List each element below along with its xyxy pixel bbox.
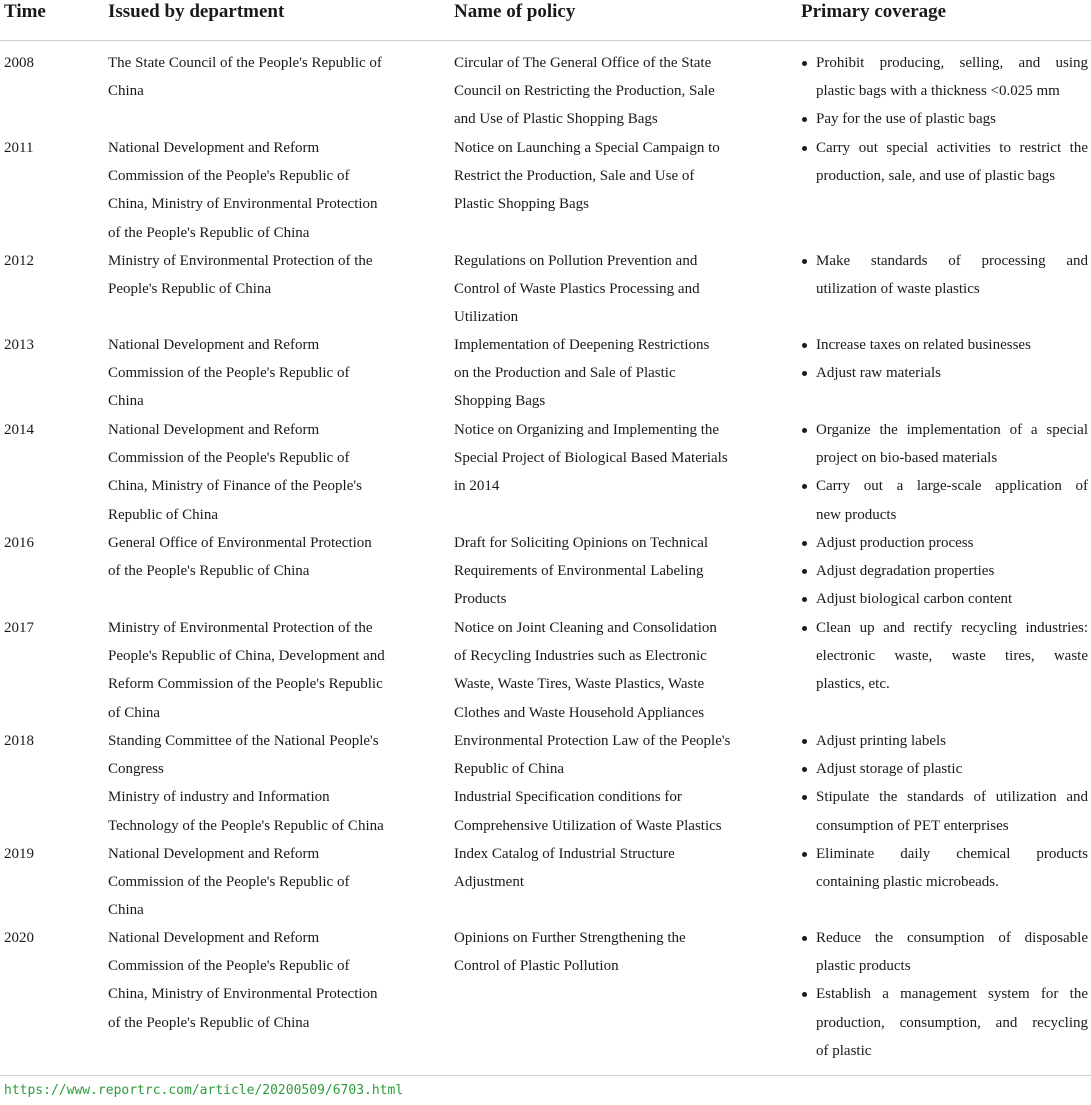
policy-cell-line: Comprehensive Utilization of Waste Plastics (454, 817, 722, 834)
policy-cell-line: Regulations on Pollution Prevention and (454, 253, 698, 269)
coverage-bullet (801, 840, 1088, 896)
coverage-line: plastic products (816, 958, 911, 975)
department-cell-line: Commission of the People's Republic of (108, 958, 350, 975)
department-cell-line: China (108, 393, 144, 410)
coverage-bullet (801, 134, 1088, 190)
policy-cell-line: Special Project of Biological Based Materials (454, 450, 728, 467)
table-bottom-rule (0, 1075, 1091, 1076)
coverage-line: Adjust printing labels (816, 733, 946, 749)
coverage-line: Organize the implementation of a special (816, 422, 1088, 438)
department-cell-line: Commission of the People's Republic of (108, 365, 350, 382)
coverage-line: Adjust raw materials (816, 365, 941, 382)
department-cell-line: Commission of the People's Republic of (108, 168, 350, 185)
policy-cell-line: Notice on Joint Cleaning and Consolidation (454, 620, 717, 636)
policy-cell (454, 924, 754, 980)
time-cell: 2017 (4, 620, 34, 636)
header-coverage: Primary coverage (801, 1, 947, 22)
department-cell-line: China, Ministry of Environmental Protection (108, 986, 378, 1003)
coverage-cell (801, 416, 1088, 529)
policy-cell-line: of Recycling Industries such as Electronic (454, 648, 707, 665)
coverage-bullet (801, 247, 1088, 303)
policy-cell (454, 529, 754, 614)
policy-cell-line: Industrial Specification conditions for (454, 789, 682, 806)
coverage-bullet (801, 105, 1088, 133)
coverage-line: plastics, etc. (816, 676, 890, 693)
coverage-line: utilization of waste plastics (816, 281, 980, 298)
department-cell (108, 924, 404, 1037)
policy-cell-line: and Use of Plastic Shopping Bags (454, 111, 658, 128)
coverage-line: Stipulate the standards of utilization and (816, 789, 1088, 806)
policy-cell (454, 247, 754, 332)
policy-cell-line: Adjustment (454, 874, 524, 891)
department-cell-line: of the People's Republic of China (108, 563, 310, 580)
policy-cell-line: Index Catalog of Industrial Structure (454, 846, 675, 862)
header-policy: Name of policy (454, 1, 576, 22)
coverage-line: Carry out special activities to restrict the (816, 140, 1088, 156)
department-cell-line: China (108, 83, 144, 100)
coverage-bullet (801, 980, 1088, 1065)
coverage-line: Make standards of processing and (816, 253, 1088, 269)
coverage-line: production, sale, and use of plastic bags (816, 168, 1056, 185)
time-cell: 2013 (4, 337, 34, 353)
department-cell-line: China, Ministry of Environmental Protection (108, 196, 378, 213)
department-cell-line: China, Ministry of Finance of the People's (108, 478, 362, 495)
policy-cell-line: Circular of The General Office of the State (454, 55, 712, 71)
department-cell (108, 134, 404, 247)
department-cell-line: National Development and Reform (108, 422, 320, 438)
policy-cell-line: Requirements of Environmental Labeling (454, 563, 704, 580)
coverage-line: containing plastic microbeads. (816, 874, 999, 891)
time-cell: 2011 (4, 140, 34, 156)
policy-cell-line: Utilization (454, 309, 519, 326)
coverage-cell (801, 727, 1088, 840)
policy-cell-line: Implementation of Deepening Restrictions (454, 337, 710, 353)
policy-cell-line: Plastic Shopping Bags (454, 196, 590, 213)
policy-cell-line: Restrict the Production, Sale and Use of (454, 168, 695, 185)
coverage-bullet (801, 727, 1088, 755)
policy-cell-line: Waste, Waste Tires, Waste Plastics, Waste (454, 676, 705, 693)
policy-cell-line: in 2014 (454, 478, 500, 495)
department-cell-line: General Office of Environmental Protection (108, 535, 372, 551)
coverage-cell (801, 529, 1088, 614)
coverage-cell (801, 49, 1088, 134)
coverage-bullet (801, 557, 1088, 585)
coverage-line: Establish a management system for the (816, 986, 1088, 1003)
coverage-bullet (801, 359, 1088, 387)
department-cell (108, 247, 404, 303)
coverage-line: Carry out a large-scale application of (816, 478, 1088, 495)
coverage-line: plastic bags with a thickness <0.025 mm (816, 83, 1060, 100)
policy-cell-line: Republic of China (454, 761, 564, 778)
policy-cell-line: Clothes and Waste Household Appliances (454, 704, 705, 721)
policy-cell-line: Notice on Launching a Special Campaign to (454, 140, 720, 156)
policy-cell (454, 134, 754, 219)
coverage-line: Adjust production process (816, 535, 974, 551)
department-cell-line: National Development and Reform (108, 930, 320, 946)
department-cell-line: People's Republic of China (108, 281, 272, 298)
department-cell-line: of China (108, 704, 161, 721)
department-cell-line: National Development and Reform (108, 337, 320, 353)
coverage-line: Eliminate daily chemical products (816, 846, 1088, 862)
department-cell-line: Commission of the People's Republic of (108, 874, 350, 891)
department-cell (108, 49, 404, 105)
coverage-line: Adjust biological carbon content (816, 591, 1013, 608)
coverage-bullet (801, 783, 1088, 839)
department-cell-line: Republic of China (108, 506, 218, 523)
department-cell-line: Ministry of industry and Information (108, 789, 330, 806)
coverage-cell (801, 247, 1088, 303)
policy-cell (454, 49, 754, 134)
coverage-bullet (801, 529, 1088, 557)
coverage-line: electronic waste, waste tires, waste (816, 648, 1088, 665)
coverage-cell (801, 331, 1088, 387)
policy-cell (454, 416, 754, 501)
coverage-bullet (801, 924, 1088, 980)
time-cell: 2020 (4, 930, 34, 946)
coverage-line: Reduce the consumption of disposable (816, 930, 1088, 946)
department-cell (108, 727, 404, 840)
policy-cell (454, 727, 754, 840)
coverage-line: Clean up and rectify recycling industries: (816, 620, 1088, 636)
coverage-line: consumption of PET enterprises (816, 817, 1009, 834)
coverage-line: project on bio-based materials (816, 450, 998, 467)
department-cell-line: Ministry of Environmental Protection of the (108, 620, 373, 636)
policy-cell-line: Environmental Protection Law of the People's (454, 733, 731, 749)
coverage-bullet (801, 614, 1088, 699)
coverage-line: new products (816, 506, 897, 523)
coverage-line: Increase taxes on related businesses (816, 337, 1031, 353)
department-cell-line: Technology of the People's Republic of China (108, 817, 384, 834)
department-cell-line: National Development and Reform (108, 846, 320, 862)
policy-cell-line: Notice on Organizing and Implementing the (454, 422, 720, 438)
coverage-bullet (801, 755, 1088, 783)
coverage-bullet (801, 49, 1088, 105)
policy-cell (454, 840, 754, 896)
coverage-bullet (801, 472, 1088, 528)
policy-cell-line: Council on Restricting the Production, Sale (454, 83, 715, 100)
department-cell-line: Commission of the People's Republic of (108, 450, 350, 467)
header-time: Time (4, 1, 46, 22)
department-cell (108, 840, 404, 925)
source-link[interactable]: https://www.reportrc.com/article/20200509/6703.html (4, 1083, 404, 1098)
department-cell-line: of the People's Republic of China (108, 1014, 310, 1031)
coverage-bullet (801, 416, 1088, 472)
coverage-line: Prohibit producing, selling, and using (816, 55, 1088, 71)
coverage-bullet (801, 331, 1088, 359)
time-cell: 2016 (4, 535, 34, 551)
time-cell: 2008 (4, 55, 34, 71)
time-cell: 2012 (4, 253, 34, 269)
policy-cell-line: Shopping Bags (454, 393, 546, 410)
policy-cell-line: Products (454, 591, 507, 608)
department-cell (108, 416, 404, 529)
policy-cell-line: Control of Waste Plastics Processing and (454, 281, 700, 298)
policy-cell (454, 331, 754, 416)
policy-cell-line: on the Production and Sale of Plastic (454, 365, 676, 382)
department-cell-line: The State Council of the People's Republic of (108, 55, 382, 71)
coverage-cell (801, 924, 1088, 1065)
coverage-line: Pay for the use of plastic bags (816, 111, 996, 128)
time-cell: 2019 (4, 846, 34, 862)
coverage-line: production, consumption, and recycling (816, 1014, 1088, 1031)
coverage-bullet (801, 585, 1088, 613)
policy-cell-line: Control of Plastic Pollution (454, 958, 619, 975)
coverage-line: of plastic (816, 1042, 872, 1059)
department-cell-line: of the People's Republic of China (108, 224, 310, 241)
time-cell: 2018 (4, 733, 34, 749)
coverage-cell (801, 614, 1088, 699)
policy-cell-line: Opinions on Further Strengthening the (454, 930, 686, 946)
coverage-line: Adjust degradation properties (816, 563, 995, 580)
coverage-line: Adjust storage of plastic (816, 761, 963, 778)
time-cell: 2014 (4, 422, 34, 438)
department-cell-line: Standing Committee of the National People's (108, 733, 379, 749)
department-cell-line: Ministry of Environmental Protection of the (108, 253, 373, 269)
department-cell-line: Congress (108, 761, 164, 778)
coverage-cell (801, 134, 1088, 190)
coverage-cell (801, 840, 1088, 896)
department-cell (108, 614, 404, 727)
department-cell (108, 331, 404, 416)
header-department: Issued by department (108, 1, 285, 22)
department-cell (108, 529, 404, 585)
table-header (0, 0, 1091, 41)
policy-cell (454, 614, 754, 727)
department-cell-line: Reform Commission of the People's Republic (108, 676, 383, 693)
department-cell-line: China (108, 902, 144, 919)
department-cell-line: National Development and Reform (108, 140, 320, 156)
department-cell-line: People's Republic of China, Development and (108, 648, 385, 665)
policy-cell-line: Draft for Soliciting Opinions on Technical (454, 535, 709, 551)
